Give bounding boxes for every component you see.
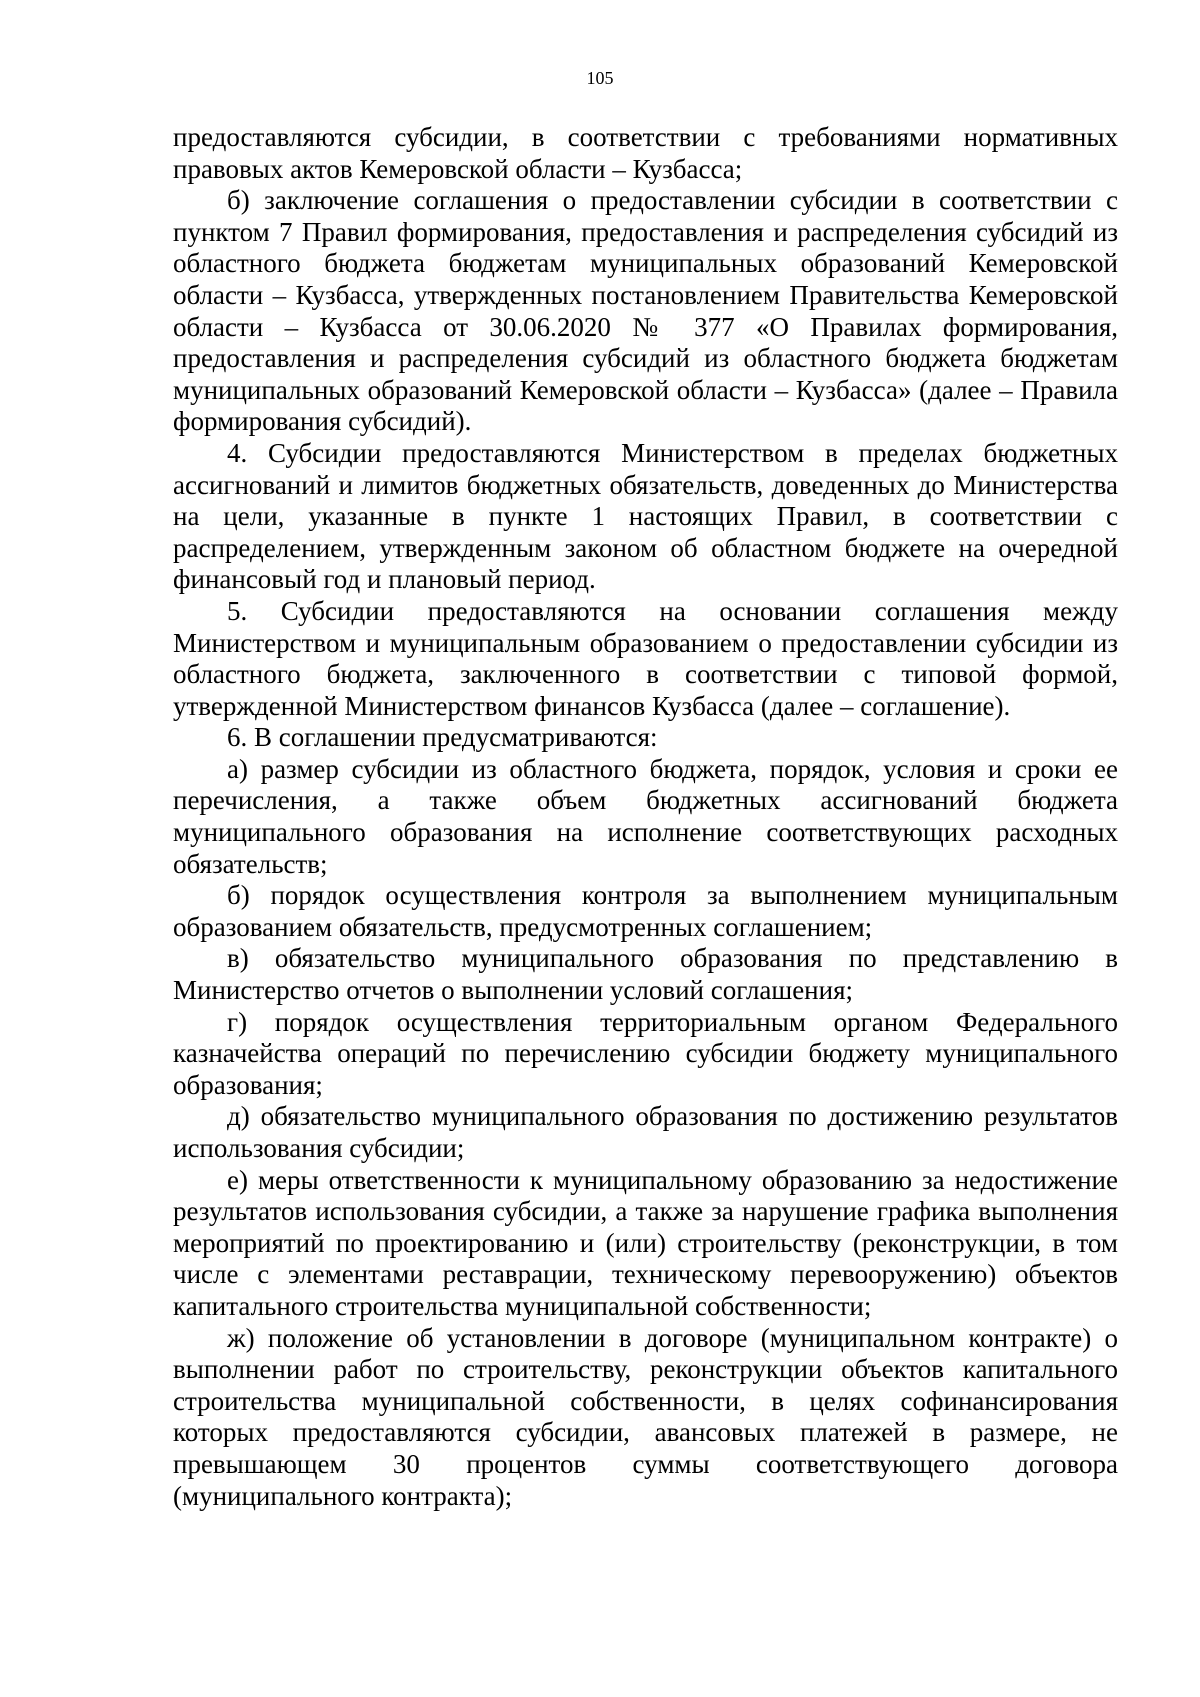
page-number: 105	[586, 68, 614, 88]
paragraph-item-b-control: б) порядок осуществления контроля за выполнением муниципальным образованием обязательств, предусмотренных соглашением;	[173, 880, 1118, 942]
paragraph-continuation: предоставляются субсидии, в соответствии с требованиями нормативных правовых актов Кемеровской области – Кузбасса;	[173, 122, 1118, 184]
paragraph-clause-4: 4. Субсидии предоставляются Министерством в пределах бюджетных ассигнований и лимитов бюджетных обязательств, доведенных до Министерства на цели, указанные в пункте 1 настоящих Правил, в соответствии с распределением, утвержденным законом об областном бюджете на очередной финансовый год и плановый период.	[173, 437, 1118, 595]
paragraph-item-d: д) обязательство муниципального образования по достижению результатов использования субсидии;	[173, 1101, 1118, 1163]
paragraph-item-v: в) обязательство муниципального образования по представлению в Министерство отчетов о выполнении условий соглашения;	[173, 943, 1118, 1006]
paragraph-item-a: а) размер субсидии из областного бюджета, порядок, условия и сроки ее перечисления, а также объем бюджетных ассигнований бюджета муниципального образования на исполнение соответствующих расходных обязательств;	[173, 753, 1118, 879]
document-body	[173, 122, 1118, 1512]
paragraph-clause-6: 6. В соглашении предусматриваются:	[227, 722, 658, 753]
paragraph-clause-5: 5. Субсидии предоставляются на основании соглашения между Министерством и муниципальным образованием о предоставлении субсидии из областного бюджета, заключенного в соответствии с типовой формой, утвержденной Министерством финансов Кузбасса (далее – соглашение).	[173, 595, 1118, 721]
paragraph-item-b-agreement: б) заключение соглашения о предоставлении субсидии в соответствии с пунктом 7 Правил формирования, предоставления и распределения субсидий из областного бюджета бюджетам муниципальных образований Кемеровской области – Кузбасса, утвержденных постановлением Правительства Кемеровской области – Кузбасса от 30.06.2020 № 377 «О Правилах формирования, предоставления и распределения субсидий из областного бюджета бюджетам муниципальных образований Кемеровской области – Кузбасса» (далее – Правила формирования субсидий).	[173, 185, 1118, 437]
paragraph-item-e: е) меры ответственности к муниципальному образованию за недостижение результатов использования субсидии, а также за нарушение графика выполнения мероприятий по проектированию и (или) строительству (реконструкции, в том числе с элементами реставрации, техническому перевооружению) объектов капитального строительства муниципальной собственности;	[173, 1164, 1118, 1321]
paragraph-item-g: г) порядок осуществления территориальным органом Федерального казначейства операций по перечислению субсидии бюджету муниципального образования;	[173, 1006, 1118, 1100]
paragraph-item-zh: ж) положение об установлении в договоре (муниципальном контракте) о выполнении работ по строительству, реконструкции объектов капитального строительства муниципальной собственности, в целях софинансирования которых предоставляются субсидии, авансовых платежей в размере, не превышающем 30 процентов суммы соответствующего договора (муниципального контракта);	[173, 1322, 1118, 1511]
